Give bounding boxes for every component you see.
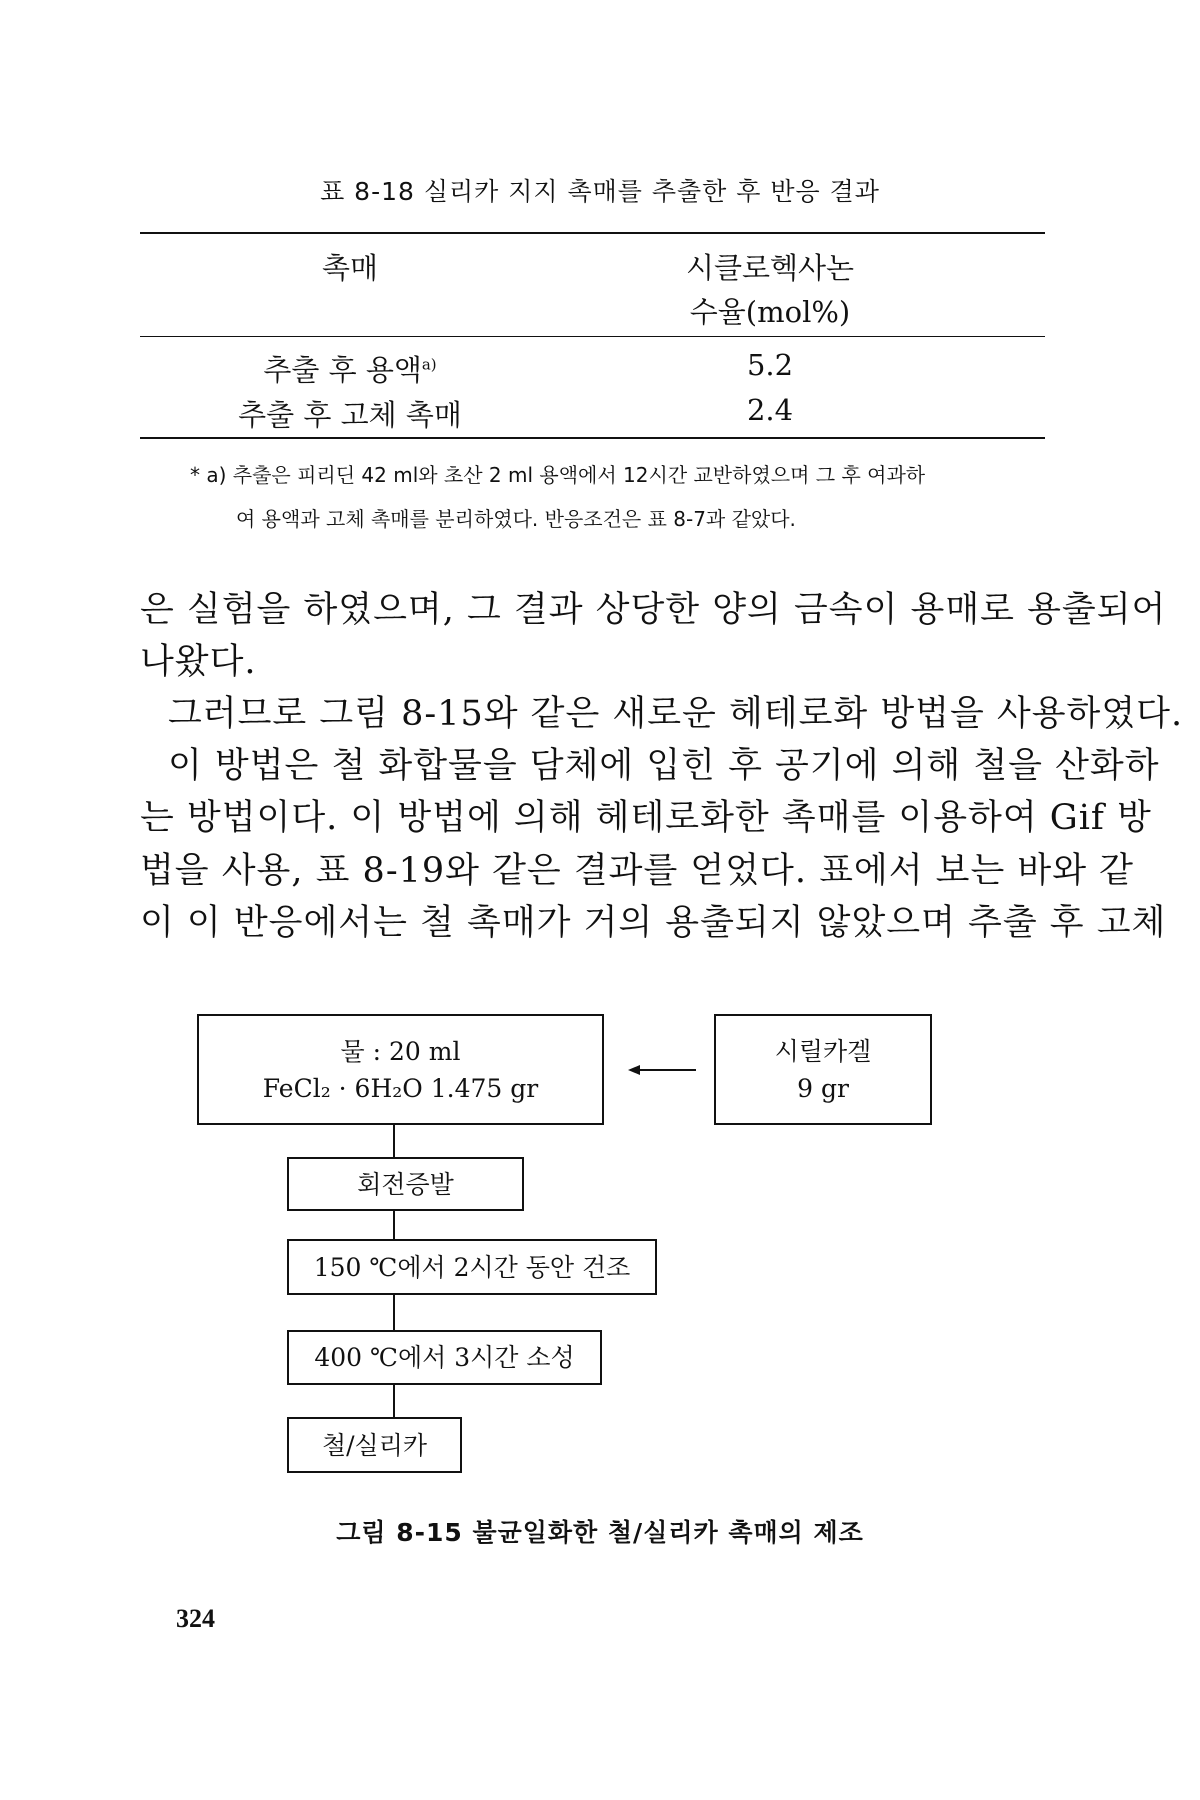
page-number: 324: [176, 1604, 215, 1633]
figure-caption: 그림 8-15 불균일화한 철/실리카 촉매의 제조: [336, 1518, 864, 1547]
body-line: 는 방법이다. 이 방법에 의해 헤테로화한 촉매를 이용하여 Gif 방: [140, 798, 1152, 838]
table-row-label: [140, 348, 560, 389]
step-rotary-evaporation: 회전증발: [287, 1157, 524, 1211]
table-row-value: 2.4: [746, 393, 794, 427]
table-top-rule: [140, 232, 1045, 234]
table-footnote-line2: 여 용액과 고체 촉매를 분리하였다. 반응조건은 표 8-7과 같았다.: [236, 507, 796, 531]
body-line: 은 실험을 하였으며, 그 결과 상당한 양의 금속이 용매로 용출되어: [140, 590, 1167, 630]
flow-connector: [393, 1295, 395, 1330]
table-row-value: 5.2: [746, 348, 794, 382]
reagent-box: [197, 1014, 604, 1125]
table-header-catalyst: 촉매: [321, 251, 379, 285]
step-iron-silica: 철/실리카: [287, 1417, 462, 1473]
silica-gel-label: 시릴카겔: [774, 1036, 872, 1066]
step-drying: 150 ℃에서 2시간 동안 건조: [287, 1239, 657, 1295]
table-header-rule: [140, 336, 1045, 337]
body-line: 법을 사용, 표 8-19와 같은 결과를 얻었다. 표에서 보는 바와 같: [140, 851, 1134, 891]
flow-connector: [393, 1125, 395, 1157]
flow-connector: [393, 1211, 395, 1239]
reagent-fecl2: FeCl₂ · 6H₂O 1.475 gr: [262, 1073, 539, 1103]
table-header-cyclohexanone: 시클로헥사논: [685, 251, 855, 285]
flow-connector: [393, 1385, 395, 1417]
table-footnote-line1: * a) 추출은 피리딘 42 ml와 초산 2 ml 용액에서 12시간 교반하였으며 그 후 여과하: [190, 463, 926, 487]
body-line: 이 이 반응에서는 철 촉매가 거의 용출되지 않았으며 추출 후 고체: [140, 903, 1167, 943]
step-calcination: 400 ℃에서 3시간 소성: [287, 1330, 602, 1385]
reagent-water: 물 : 20 ml: [340, 1036, 461, 1066]
table-row-label: 추출 후 고체 촉매: [238, 398, 462, 432]
silica-gel-amount: 9 gr: [797, 1073, 849, 1103]
table-caption: 표 8-18 실리카 지지 촉매를 추출한 후 반응 결과: [320, 177, 880, 206]
body-line: 이 방법은 철 화합물을 담체에 입힌 후 공기에 의해 철을 산화하: [168, 746, 1160, 786]
body-line: 나왔다.: [140, 642, 257, 682]
silica-gel-box: [714, 1014, 932, 1125]
arrow-left-icon: [628, 1060, 698, 1080]
table-header-yield: 수율(mol%): [689, 295, 851, 329]
footnote-marker: a): [421, 355, 437, 374]
body-line: 그러므로 그림 8-15와 같은 새로운 헤테로화 방법을 사용하였다.: [168, 694, 1184, 734]
table-row-label-text: 추출 후 용액: [263, 353, 422, 387]
table-bottom-rule: [140, 437, 1045, 439]
